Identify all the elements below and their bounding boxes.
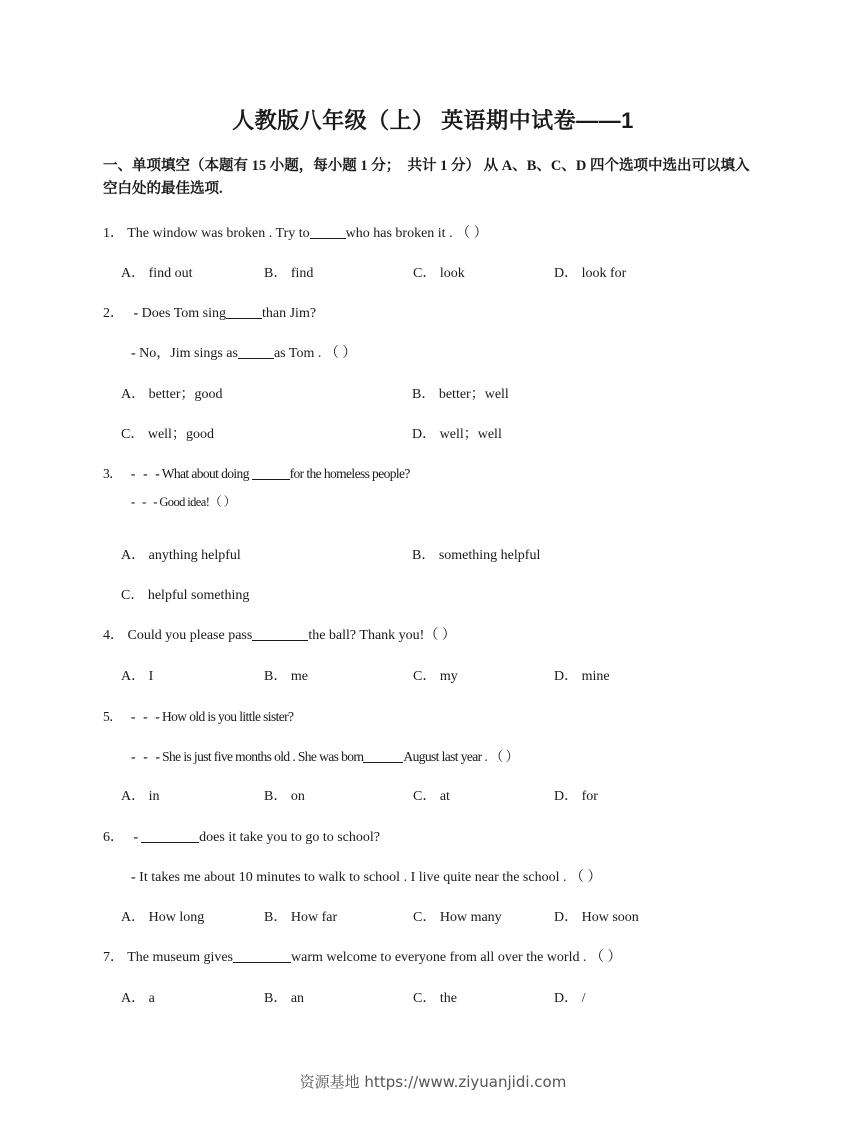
page-title: 人教版八年级（上） 英语期中试卷——1 (232, 108, 634, 133)
section-instructions-line1: 一、单项填空（本题有 15 小题，每小题 1 分； 共计 1 分） 从 A、B、C、D 四个选项中选出可以填入 (103, 158, 750, 174)
option-c: C． look (413, 266, 465, 281)
answer-blank (310, 224, 346, 239)
dialog-dash: - - - (131, 495, 157, 509)
question-stem: August last year . （ ） (403, 749, 519, 764)
question-stem: Good idea!（ ） (159, 495, 236, 509)
option-c: C． helpful something (121, 588, 250, 603)
question-7 (103, 946, 621, 966)
question-stem: Does Tom sing (141, 306, 226, 321)
dialog-dash: - (133, 830, 139, 845)
question-stem: No，Jim sings as (139, 346, 238, 361)
question-stem: the ball? Thank you!（ ） (308, 628, 456, 643)
question-stem: for the homeless people? (289, 466, 410, 481)
option-d: D． look for (554, 266, 627, 281)
question-4 (103, 624, 456, 644)
option-a: A． anything helpful (121, 548, 241, 563)
question-stem: She is just five months old . She was born (162, 749, 364, 764)
question-number: 4． (103, 628, 124, 643)
option-a: A． I (121, 669, 154, 684)
option-c: C． well；good (121, 427, 214, 442)
option-b: B． something helpful (412, 548, 541, 563)
option-b: B． How far (264, 910, 338, 925)
option-c: C． at (413, 789, 450, 804)
option-b: B． find (264, 266, 314, 281)
option-b: B． an (264, 991, 305, 1006)
option-d: D． How soon (554, 910, 639, 925)
dialog-dash: - (131, 346, 136, 361)
question-number: 2． (103, 306, 124, 321)
option-a: A． find out (121, 266, 193, 281)
question-stem: who has broken it . （ ） (345, 226, 488, 241)
dialog-dash: - - - (130, 709, 160, 724)
option-d: D． mine (554, 669, 610, 684)
answer-blank (238, 344, 274, 359)
question-stem: than Jim? (262, 306, 317, 321)
question-number: 7． (103, 950, 124, 965)
option-b: B． on (264, 789, 305, 804)
watermark-footer: 资源基地 https://www.ziyuanjidi.com (299, 1073, 567, 1091)
option-c: C． the (413, 991, 457, 1006)
question-stem: does it take you to go to school? (199, 830, 380, 845)
question-stem: How old is you little sister? (161, 709, 294, 724)
option-b: B． better；well (412, 387, 509, 402)
dialog-dash: - - - (130, 466, 160, 481)
question-number: 3． (103, 466, 123, 481)
option-a: A． in (121, 789, 160, 804)
option-c: C． my (413, 669, 458, 684)
answer-blank (363, 749, 403, 764)
question-2 (103, 302, 316, 322)
question-5-reply (131, 745, 518, 765)
question-stem: Could you please pass (127, 628, 253, 643)
question-number: 1． (103, 226, 124, 241)
option-b: B． me (264, 669, 308, 684)
question-3 (103, 462, 410, 482)
question-2-reply (131, 342, 356, 362)
answer-blank (233, 948, 291, 963)
question-number: 6． (103, 830, 124, 845)
question-number: 5． (103, 709, 123, 724)
section-instructions-line2: 空白处的最佳选项. (103, 181, 223, 197)
question-3-reply (131, 492, 236, 510)
dialog-dash: - (131, 870, 136, 885)
dialog-dash: - - - (131, 749, 160, 764)
option-c: C． How many (413, 910, 502, 925)
answer-blank (252, 626, 308, 641)
option-d: D． / (554, 991, 586, 1006)
question-1 (103, 222, 488, 242)
option-d: D． well；well (412, 427, 502, 442)
answer-blank (141, 828, 199, 843)
question-stem: It takes me about 10 minutes to walk to school . I live quite near the school . （ ） (139, 870, 602, 885)
question-stem: The window was broken . Try to (127, 226, 310, 241)
option-a: A． How long (121, 910, 205, 925)
question-stem: as Tom . （ ） (273, 346, 357, 361)
question-5 (103, 705, 293, 725)
question-stem: The museum gives (127, 950, 234, 965)
option-a: A． better；good (121, 387, 223, 402)
answer-blank (226, 304, 262, 319)
question-6 (103, 826, 380, 846)
answer-blank (252, 466, 290, 481)
dialog-dash: - (133, 306, 139, 321)
question-stem: What about doing (161, 466, 249, 481)
option-a: A． a (121, 991, 155, 1006)
question-stem: warm welcome to everyone from all over the world . （ ） (291, 950, 622, 965)
option-d: D． for (554, 789, 598, 804)
question-6-reply (131, 866, 601, 886)
